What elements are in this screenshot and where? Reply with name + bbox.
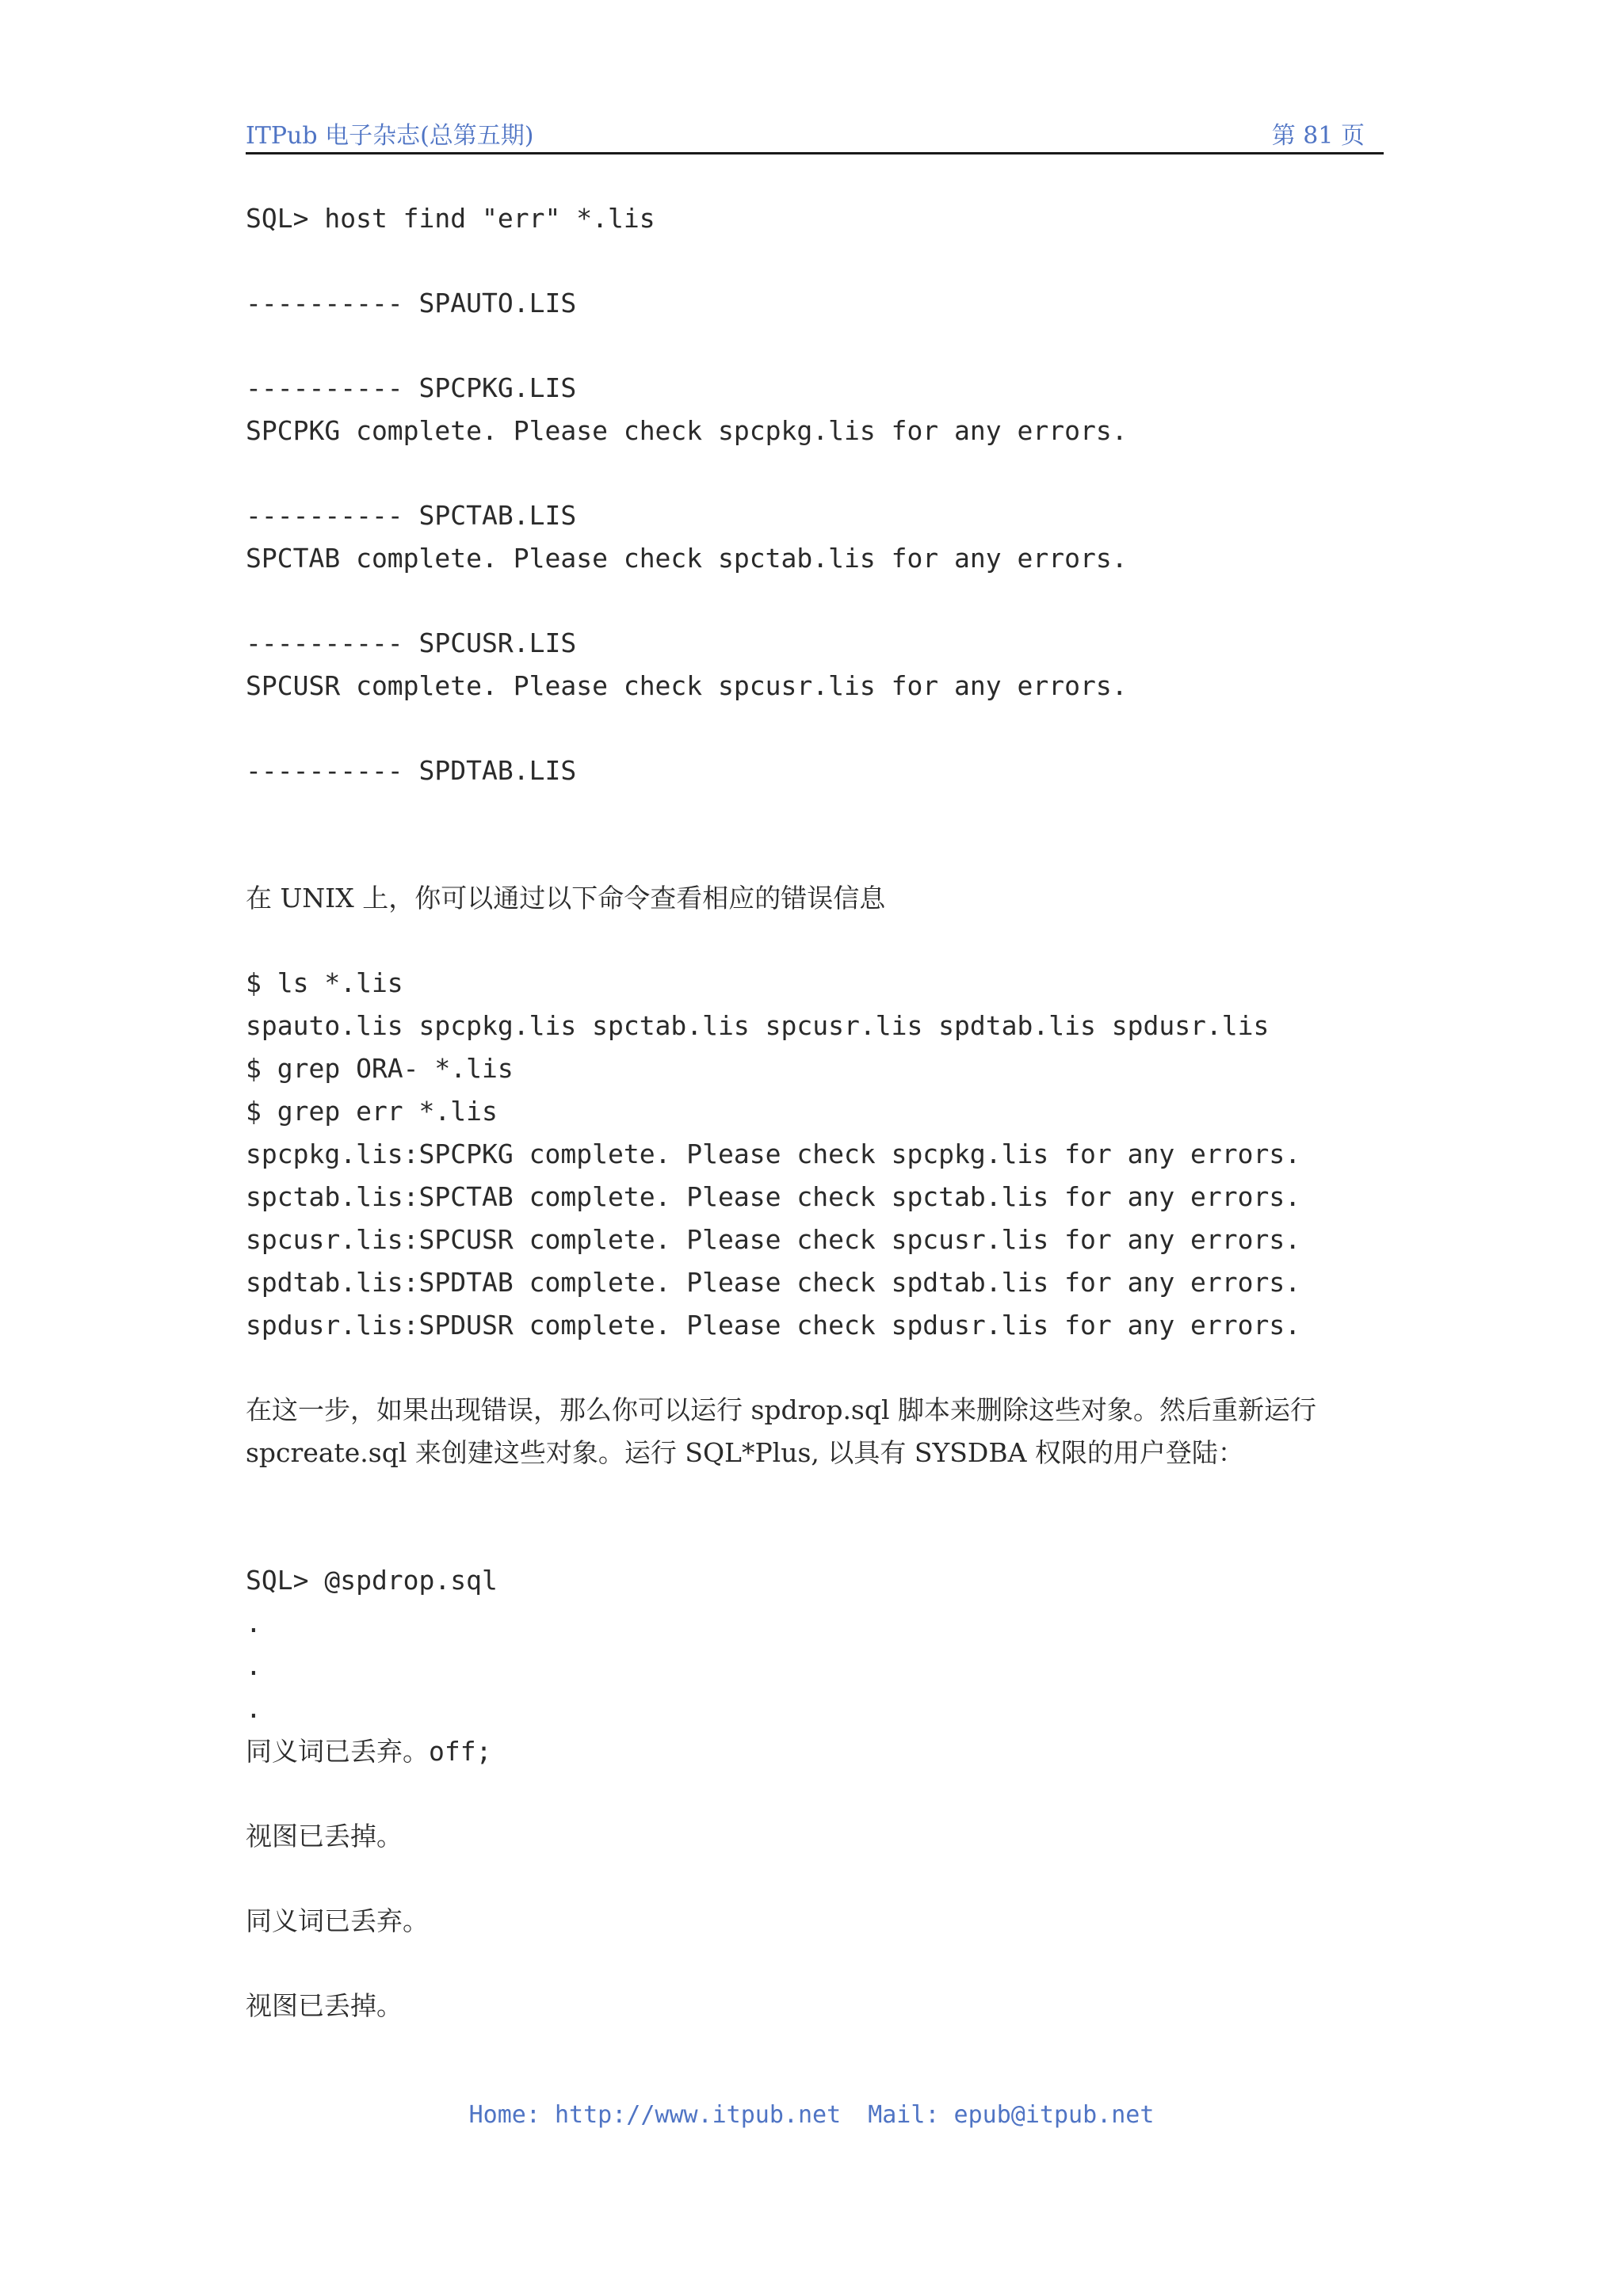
step-paragraph-line: spcreate.sql 来创建这些对象。运行 SQL*Plus, 以具有 SYSDBA 权限的用户登陆：: [246, 1437, 1244, 1468]
code-line: spdusr.lis:SPDUSR complete. Please check spdusr.lis for any errors.: [246, 1310, 1301, 1341]
code-line: $ ls *.lis: [246, 967, 403, 998]
code-line: spauto.lis spcpkg.lis spctab.lis spcusr.lis spdtab.lis spdusr.lis: [246, 1010, 1270, 1041]
code-line: ---------- SPDTAB.LIS: [246, 755, 577, 786]
code-line: .: [246, 1693, 262, 1724]
code-line: 视图已丢掉。: [246, 1990, 403, 2021]
code-line: SPCUSR complete. Please check spcusr.lis for any errors.: [246, 670, 1128, 701]
code-line: $ grep err *.lis: [246, 1096, 498, 1127]
magazine-title: ITPub 电子杂志(总第五期): [246, 122, 534, 150]
code-line: ---------- SPCUSR.LIS: [246, 627, 577, 658]
unix-intro-paragraph: 在 UNIX 上，你可以通过以下命令查看相应的错误信息: [246, 883, 886, 913]
page-number: 第 81 页: [1271, 122, 1365, 150]
code-line: spdtab.lis:SPDTAB complete. Please check spdtab.lis for any errors.: [246, 1267, 1301, 1298]
step-paragraph-line: 在这一步，如果出现错误，那么你可以运行 spdrop.sql 脚本来删除这些对象。然后重新运行: [246, 1394, 1317, 1425]
code-line: SQL> host find "err" *.lis: [246, 203, 655, 234]
page-header: [246, 111, 1384, 154]
code-line: .: [246, 1608, 262, 1638]
mail-link[interactable]: Mail: epub@itpub.net: [868, 2101, 1155, 2129]
code-line: SPCTAB complete. Please check spctab.lis for any errors.: [246, 543, 1128, 574]
code-line: 同义词已丢弃。: [246, 1905, 429, 1936]
home-link[interactable]: Home: http://www.itpub.net: [468, 2101, 842, 2129]
code-line: SPCPKG complete. Please check spcpkg.lis for any errors.: [246, 415, 1128, 446]
code-line: 同义词已丢弃。off;: [246, 1736, 492, 1767]
code-line: $ grep ORA- *.lis: [246, 1053, 514, 1084]
code-line: ---------- SPCPKG.LIS: [246, 372, 577, 403]
code-line: spcusr.lis:SPCUSR complete. Please check spcusr.lis for any errors.: [246, 1224, 1301, 1255]
code-line: 视图已丢掉。: [246, 1821, 403, 1852]
code-line: spctab.lis:SPCTAB complete. Please check spctab.lis for any errors.: [246, 1181, 1301, 1212]
code-line: .: [246, 1650, 262, 1681]
code-line: SQL> @spdrop.sql: [246, 1565, 498, 1596]
page-footer: [0, 2101, 1623, 2129]
code-line: spcpkg.lis:SPCPKG complete. Please check spcpkg.lis for any errors.: [246, 1138, 1301, 1169]
code-line: ---------- SPCTAB.LIS: [246, 500, 577, 531]
code-line: ---------- SPAUTO.LIS: [246, 288, 577, 318]
